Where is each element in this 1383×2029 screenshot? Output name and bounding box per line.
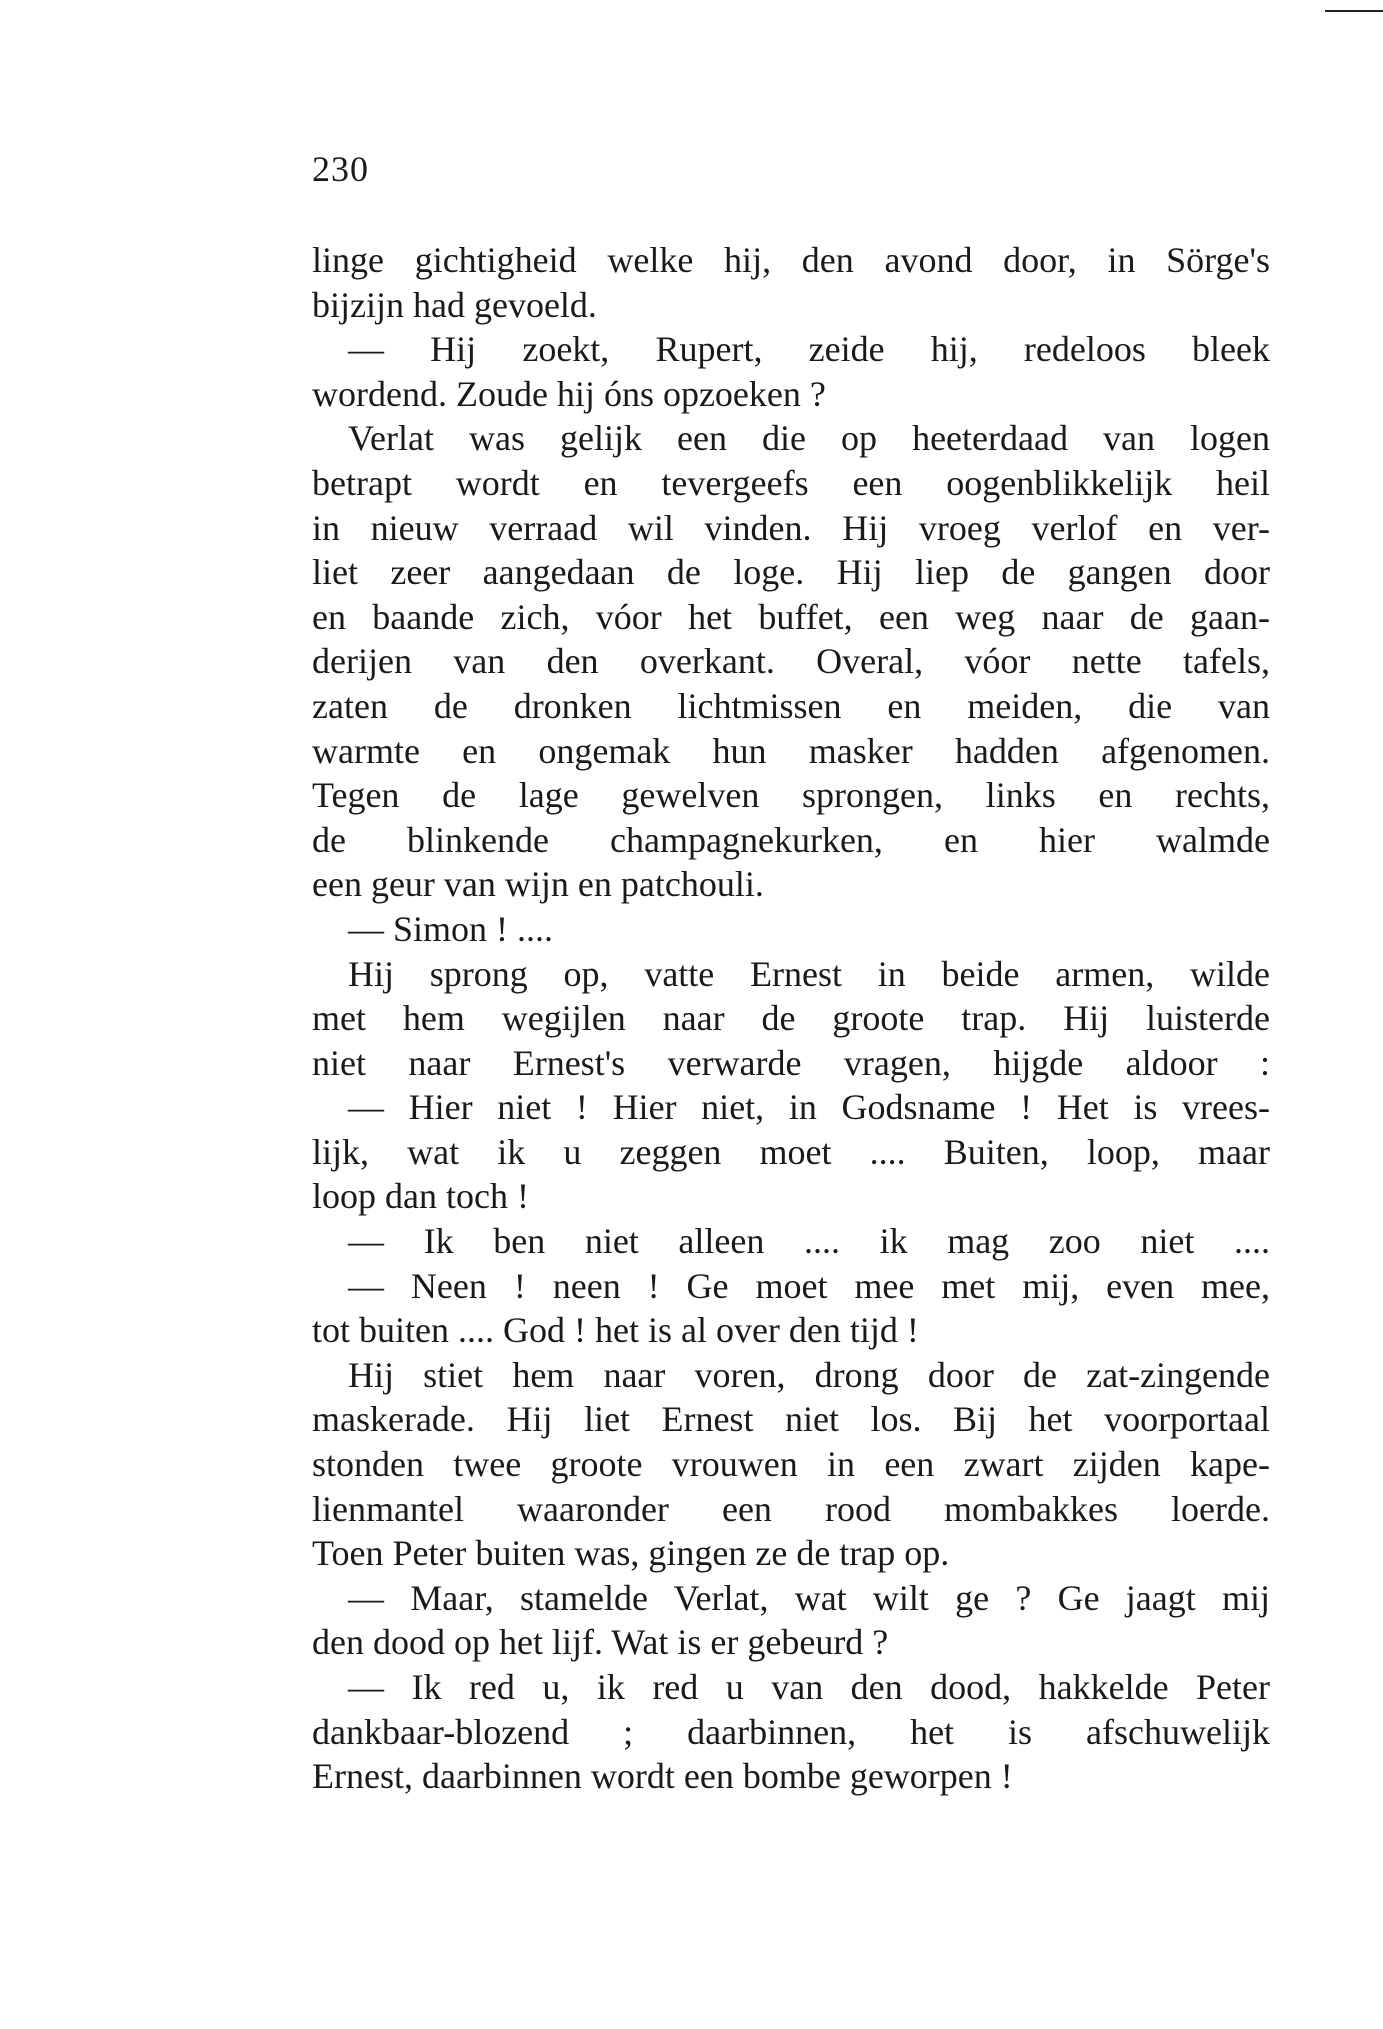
text-line: maskerade. Hij liet Ernest niet los. Bij het voorportaal: [312, 1399, 1270, 1440]
text-line: en baande zich, vóor het buffet, een weg naar de gaan-: [312, 596, 1270, 637]
text-line: wordend. Zoude hij óns opzoeken ?: [312, 373, 826, 414]
text-line: zaten de dronken lichtmissen en meiden, die van: [312, 685, 1270, 726]
text-line: Tegen de lage gewelven sprongen, links en rechts,: [312, 775, 1270, 816]
text-line: in nieuw verraad wil vinden. Hij vroeg verlof en ver-: [312, 507, 1270, 548]
text-line: — Simon ! ....: [348, 908, 554, 949]
text-line: Hij sprong op, vatte Ernest in beide armen, wilde: [348, 953, 1270, 994]
text-line: de blinkende champagnekurken, en hier walmde: [312, 819, 1270, 860]
corner-scan-mark: [1325, 10, 1383, 12]
text-line: bijzijn had gevoeld.: [312, 284, 597, 325]
text-line: tot buiten .... God ! het is al over den tijd !: [312, 1310, 919, 1351]
body-text: [312, 238, 1270, 1799]
text-line: — Hij zoekt, Rupert, zeide hij, redeloos bleek: [348, 329, 1270, 370]
text-line: warmte en ongemak hun masker hadden afgenomen.: [312, 730, 1270, 771]
text-line: Toen Peter buiten was, gingen ze de trap op.: [312, 1533, 950, 1574]
text-line: liet zeer aangedaan de loge. Hij liep de gangen door: [312, 552, 1270, 593]
text-line: — Maar, stamelde Verlat, wat wilt ge ? Ge jaagt mij: [348, 1577, 1270, 1618]
text-line: den dood op het lijf. Wat is er gebeurd ?: [312, 1622, 889, 1663]
text-line: — Hier niet ! Hier niet, in Godsname ! Het is vrees-: [348, 1087, 1270, 1128]
text-line: — Ik red u, ik red u van den dood, hakkelde Peter: [348, 1667, 1270, 1707]
text-line: Hij stiet hem naar voren, drong door de zat-zingende: [348, 1354, 1270, 1395]
text-line: met hem wegijlen naar de groote trap. Hij luisterde: [312, 998, 1270, 1039]
text-line: lijk, wat ik u zeggen moet .... Buiten, loop, maar: [312, 1131, 1270, 1172]
text-line: Verlat was gelijk een die op heeterdaad van logen: [348, 418, 1270, 459]
text-line: een geur van wijn en patchouli.: [312, 864, 764, 905]
text-line: linge gichtigheid welke hij, den avond door, in Sörge's: [312, 240, 1270, 280]
text-line: stonden twee groote vrouwen in een zwart zijden kape-: [312, 1444, 1270, 1485]
text-line: — Neen ! neen ! Ge moet mee met mij, even mee,: [348, 1265, 1270, 1306]
text-line: betrapt wordt en tevergeefs een oogenblikkelijk heil: [312, 462, 1270, 503]
text-line: niet naar Ernest's verwarde vragen, hijgde aldoor :: [312, 1042, 1270, 1083]
text-line: dankbaar-blozend ; daarbinnen, het is afschuwelijk: [312, 1711, 1270, 1752]
text-line: loop dan toch !: [312, 1176, 529, 1217]
text-line: lienmantel waaronder een rood mombakkes loerde.: [312, 1488, 1270, 1529]
text-line: — Ik ben niet alleen .... ik mag zoo niet ....: [348, 1221, 1270, 1262]
text-line: derijen van den overkant. Overal, vóor nette tafels,: [312, 641, 1270, 682]
text-line: Ernest, daarbinnen wordt een bombe geworpen !: [312, 1756, 1013, 1797]
page-number: 230: [312, 149, 369, 189]
